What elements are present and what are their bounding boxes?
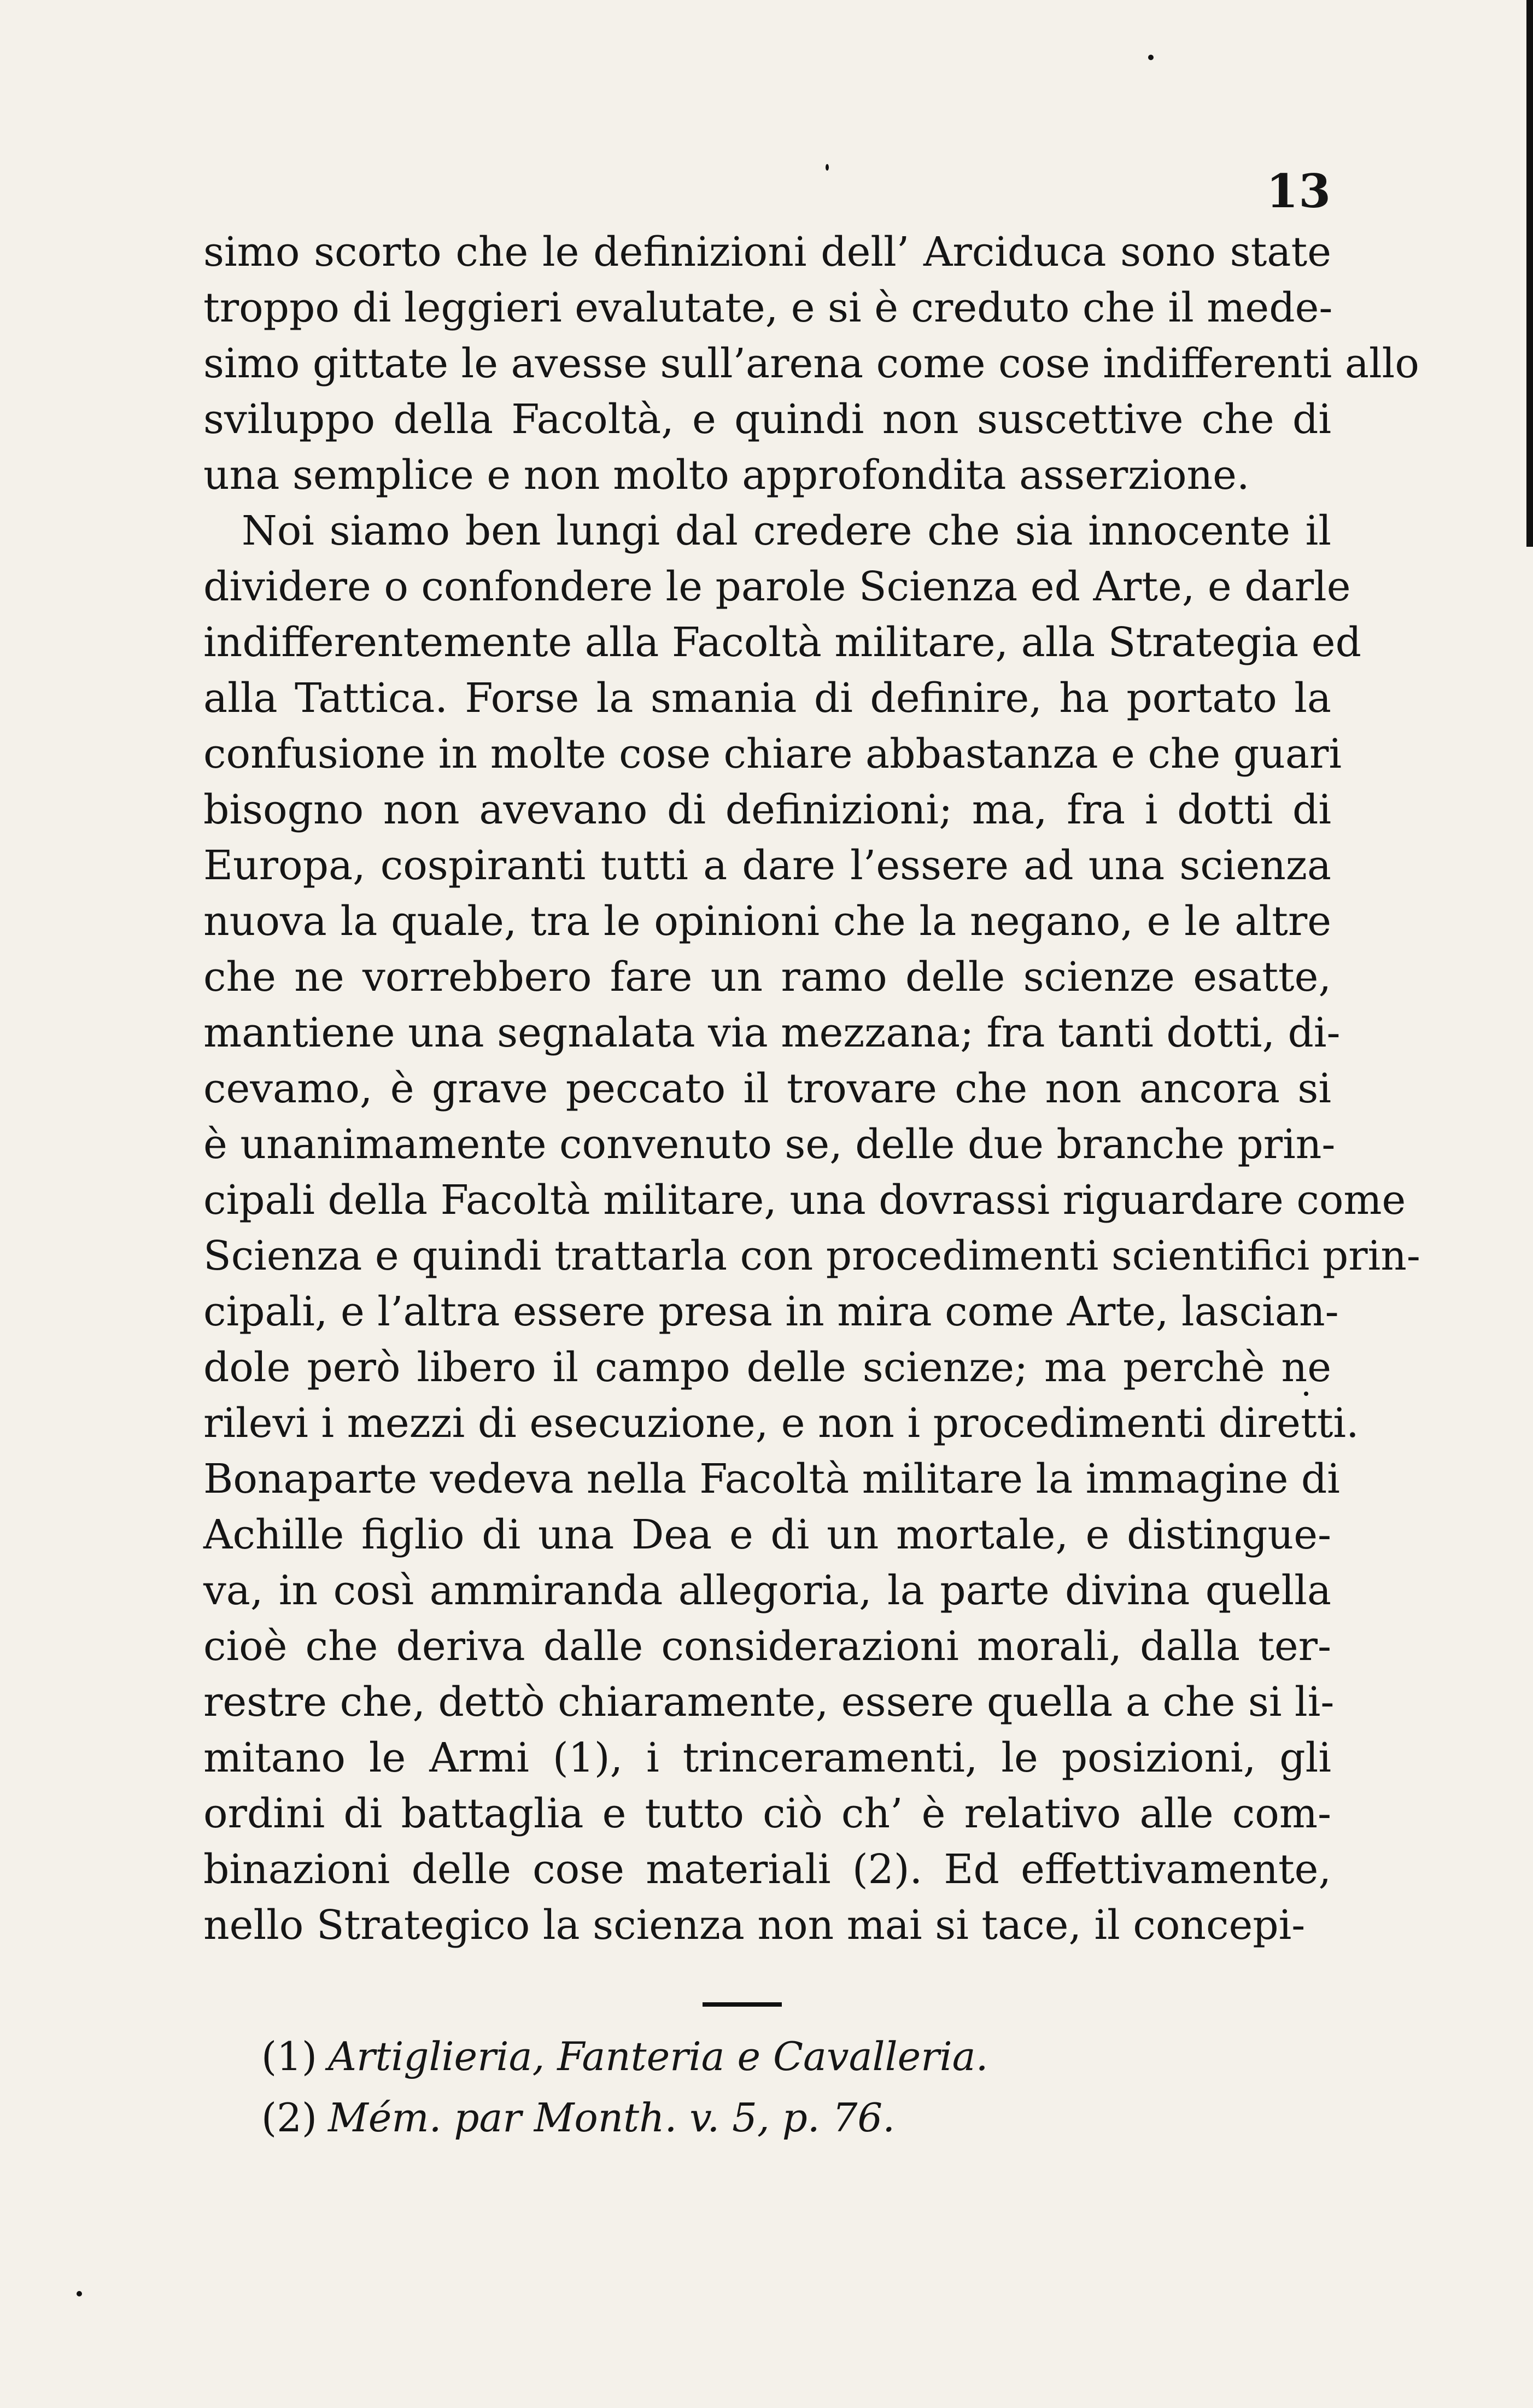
text-line: va, in così ammiranda allegoria, la parte divina quella	[203, 1567, 1331, 1614]
scan-speck	[1148, 55, 1154, 60]
text-line: rilevi i mezzi di esecuzione, e non i procedimenti diretti.	[203, 1400, 1359, 1447]
footnote-2	[261, 2087, 1191, 2148]
text-line: Scienza e quindi trattarla con procedimenti scientifici prin-	[203, 1232, 1420, 1279]
text-line: che ne vorrebbero fare un ramo delle scienze esatte,	[203, 954, 1331, 1001]
text-line: mitano le Armi (1), i trinceramenti, le posizioni, gli	[203, 1734, 1331, 1781]
text-line: binazioni delle cose materiali (2). Ed effettivamente,	[203, 1846, 1331, 1893]
footnote-marker: (2)	[261, 2095, 317, 2141]
text-line: dividere o confondere le parole Scienza ed Arte, e darle	[203, 563, 1351, 610]
paragraph-start-line: Noi siamo ben lungi dal credere che sia innocente il	[242, 507, 1331, 554]
text-line: simo gittate le avesse sull’arena come cose indifferenti allo	[203, 340, 1419, 387]
text-line: cevamo, è grave peccato il trovare che non ancora si	[203, 1065, 1331, 1112]
footnote-1	[261, 2026, 1191, 2087]
text-line: Bonaparte vedeva nella Facoltà militare la immagine di	[203, 1456, 1340, 1503]
text-line: bisogno non avevano di definizioni; ma, fra i dotti di	[203, 786, 1331, 833]
text-line: dole però libero il campo delle scienze; ma perchè ne	[203, 1344, 1331, 1391]
page-number: 13	[1266, 164, 1331, 218]
text-line: mantiene una segnalata via mezzana; fra tanti dotti, di-	[203, 1009, 1341, 1056]
footnotes	[261, 2026, 1191, 2148]
text-line: è unanimamente convenuto se, delle due branche prin-	[203, 1121, 1336, 1168]
text-line: alla Tattica. Forse la smania di definire, ha portato la	[203, 675, 1331, 722]
scan-edge-shadow	[1526, 0, 1533, 547]
text-line: Achille figlio di una Dea e di un mortale, e distingue-	[203, 1511, 1331, 1558]
text-line: troppo di leggieri evalutate, e si è creduto che il mede-	[203, 284, 1333, 331]
footnote-text: Artiglieria, Fanteria e Cavalleria.	[328, 2033, 988, 2079]
text-line: cioè che deriva dalle considerazioni morali, dalla ter-	[203, 1623, 1331, 1670]
text-line: Europa, cospiranti tutti a dare l’essere ad una scienza	[203, 842, 1331, 889]
footnote-marker: (1)	[261, 2033, 317, 2079]
text-line: confusione in molte cose chiare abbastanza e che guari	[203, 730, 1342, 778]
text-line: nello Strategico la scienza non mai si tace, il concepi-	[203, 1902, 1306, 1949]
scan-speck	[826, 164, 829, 171]
footnote-separator	[703, 2002, 782, 2007]
text-line: una semplice e non molto approfondita asserzione.	[203, 452, 1250, 499]
text-line: nuova la quale, tra le opinioni che la negano, e le altre	[203, 898, 1331, 945]
footnote-text: Mém. par Month. v. 5, p. 76.	[328, 2095, 896, 2141]
body-text	[203, 224, 1420, 1953]
text-line: ordini di battaglia e tutto ciò ch’ è relativo alle com-	[203, 1790, 1331, 1837]
text-line: simo scorto che le definizioni dell’ Arciduca sono state	[203, 229, 1331, 276]
scan-speck	[77, 2291, 82, 2296]
text-line: cipali, e l’altra essere presa in mira come Arte, lascian-	[203, 1288, 1339, 1335]
text-line: sviluppo della Facoltà, e quindi non suscettive che di	[203, 396, 1331, 443]
text-line: restre che, dettò chiaramente, essere quella a che si li-	[203, 1679, 1335, 1726]
text-line: indifferentemente alla Facoltà militare, alla Strategia ed	[203, 619, 1361, 666]
text-line: cipali della Facoltà militare, una dovrassi riguardare come	[203, 1177, 1406, 1224]
